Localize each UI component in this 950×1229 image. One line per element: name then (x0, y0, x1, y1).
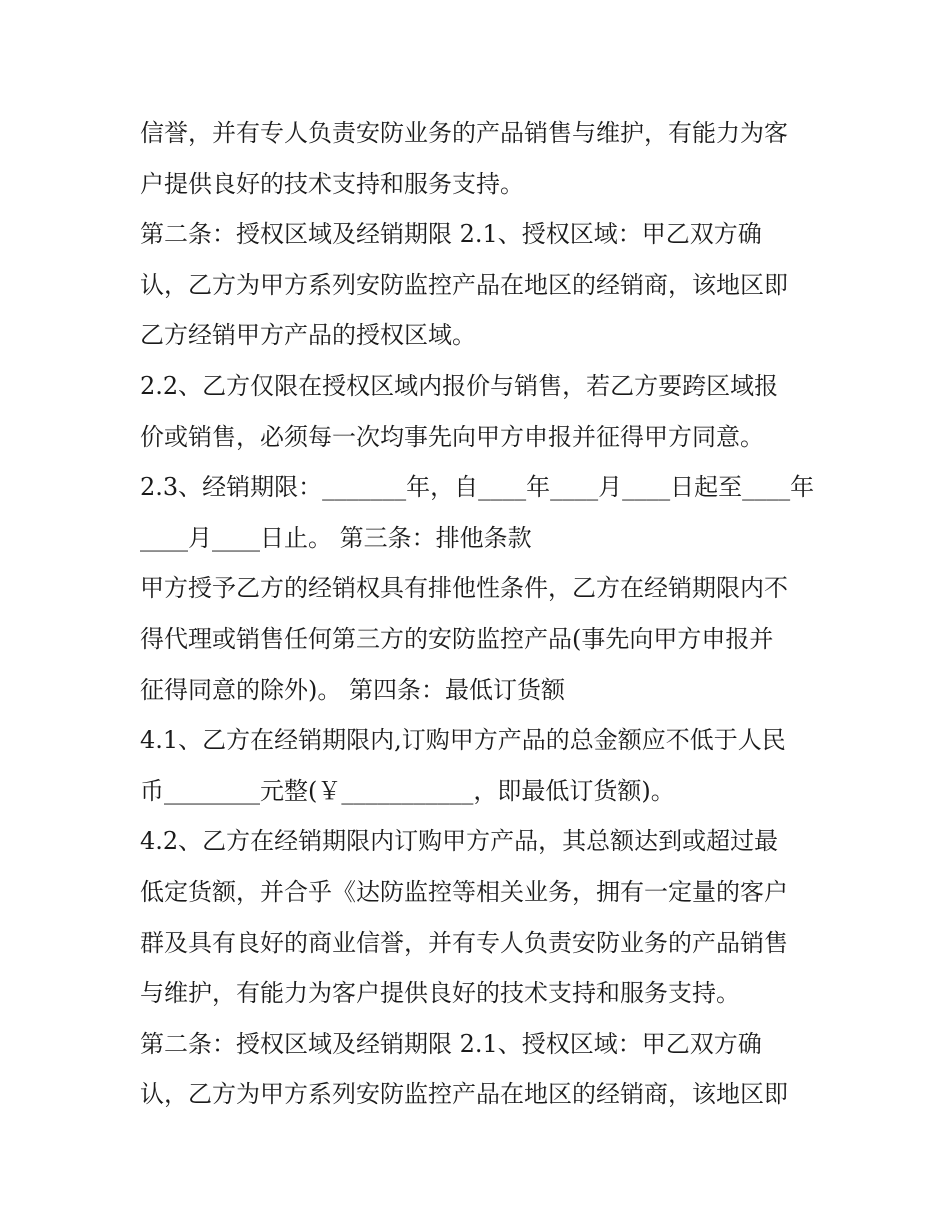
text-line: 价或销售，必须每一次均事先向甲方申报并征得甲方同意。 (140, 422, 764, 451)
text-line: 低定货额，并合乎《达防监控等相关业务，拥有一定量的客户 (140, 877, 788, 906)
text-line: 得代理或销售任何第三方的安防监控产品(事先向甲方申报并 (140, 624, 774, 653)
text-line: 与维护，有能力为客户提供良好的技术支持和服务支持。 (140, 979, 740, 1008)
text-line: 2.3、经销期限：_______年，自____年____月____日起至____年 (140, 473, 815, 502)
text-line: 认，乙方为甲方系列安防监控产品在地区的经销商，该地区即 (140, 270, 788, 299)
text-line: 4.2、乙方在经销期限内订购甲方产品，其总额达到或超过最 (140, 827, 779, 856)
text-line: 乙方经销甲方产品的授权区域。 (140, 321, 476, 350)
text-line: 币________元整(￥___________，即最低订货额)。 (140, 776, 675, 805)
text-line: 4.1、乙方在经销期限内,订购甲方产品的总金额应不低于人民 (140, 726, 786, 755)
text-line: 征得同意的除外)。 第四条：最低订货额 (140, 675, 565, 704)
text-line: 2.2、乙方仅限在授权区域内报价与销售，若乙方要跨区域报 (140, 371, 779, 400)
text-line: 甲方授予乙方的经销权具有排他性条件，乙方在经销期限内不 (140, 574, 788, 603)
text-line: 第二条：授权区域及经销期限 2.1、授权区域：甲乙双方确 (140, 220, 762, 249)
text-line: ____月____日止。 第三条：排他条款 (140, 523, 532, 552)
text-line: 认，乙方为甲方系列安防监控产品在地区的经销商，该地区即 (140, 1080, 788, 1109)
text-line: 第二条：授权区域及经销期限 2.1、授权区域：甲乙双方确 (140, 1029, 762, 1058)
text-line: 户提供良好的技术支持和服务支持。 (140, 169, 524, 198)
text-line: 群及具有良好的商业信誉，并有专人负责安防业务的产品销售 (140, 928, 788, 957)
text-line: 信誉，并有专人负责安防业务的产品销售与维护，有能力为客 (140, 119, 788, 147)
document-body (140, 108, 830, 1120)
